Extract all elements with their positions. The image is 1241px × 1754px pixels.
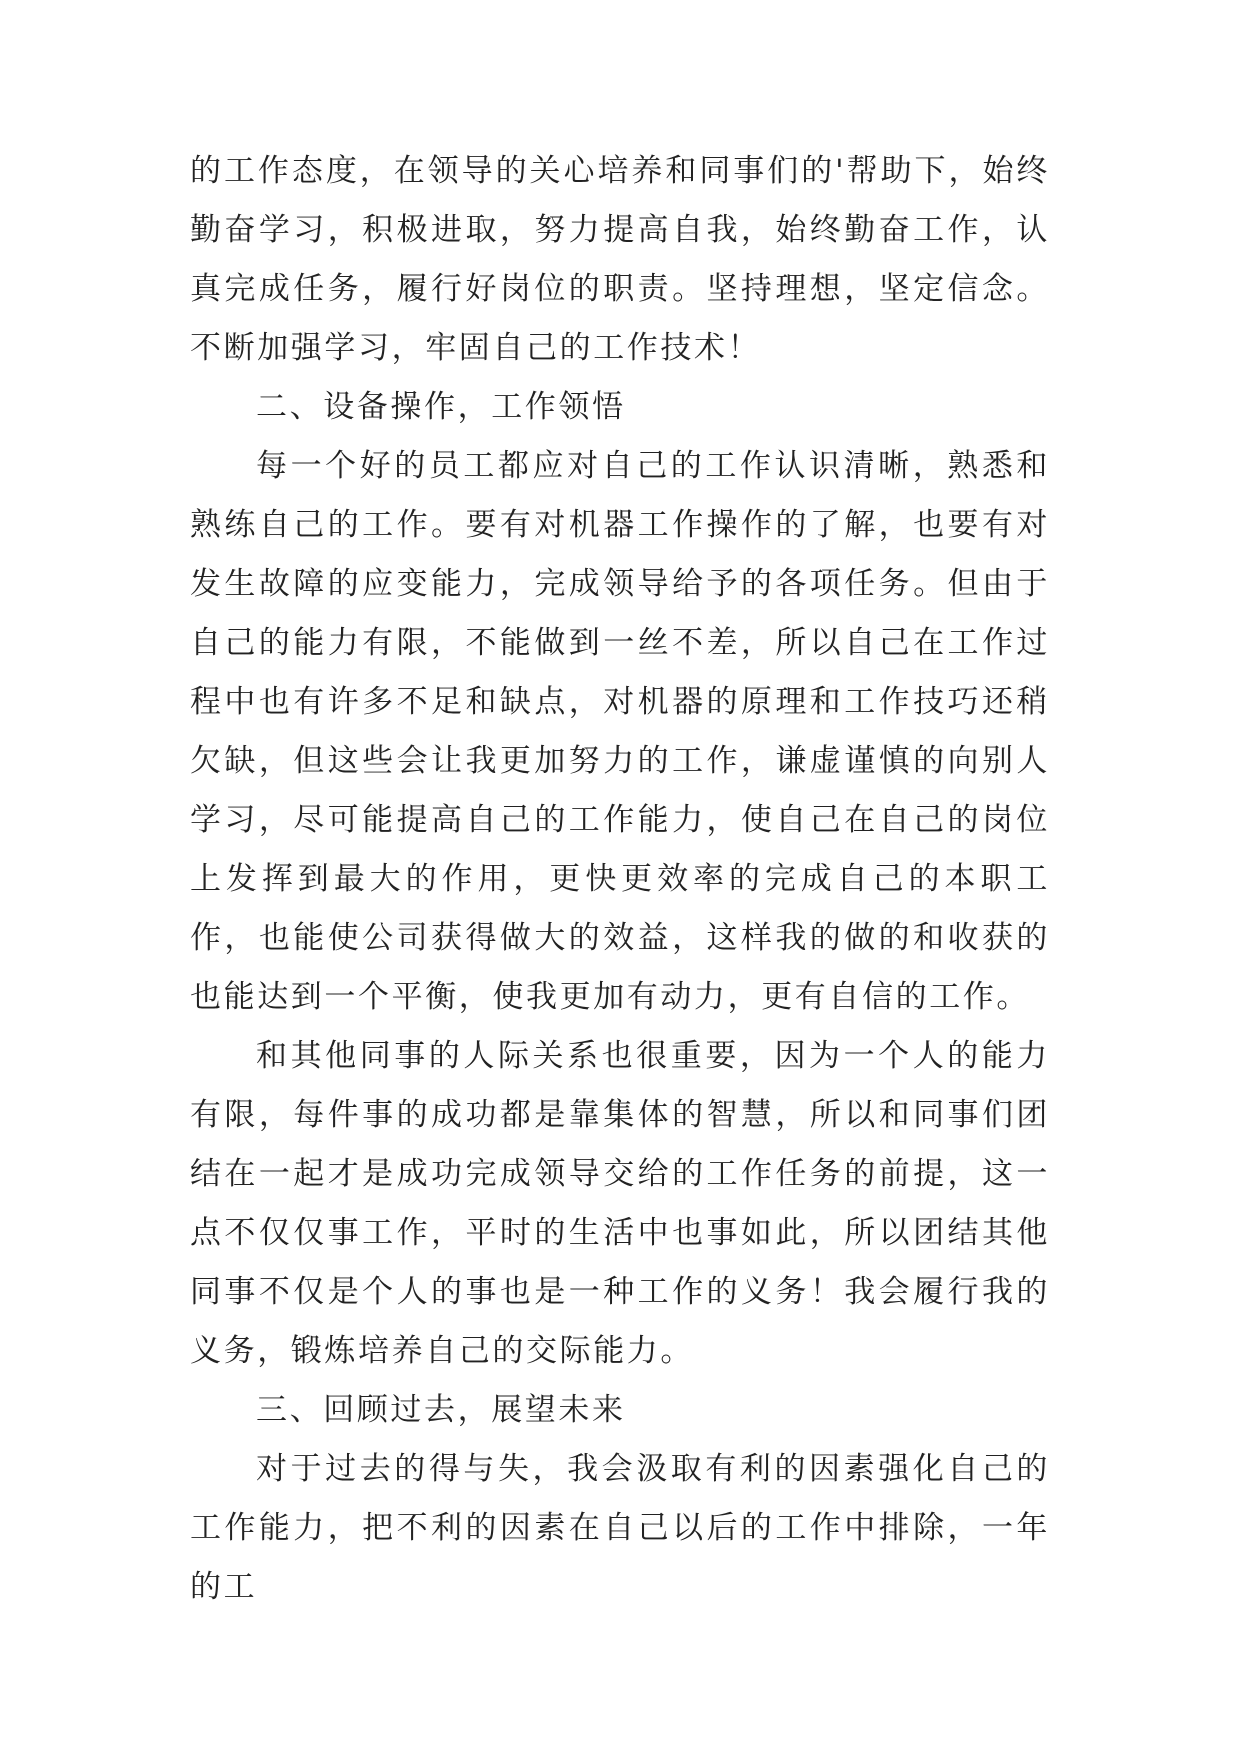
section-heading-3: 三、回顾过去，展望未来 [256, 1392, 626, 1428]
paragraph-review: 对于过去的得与失，我会汲取有利的因素强化自己的工作能力，把不利的因素在自己以后的工作中排除，一年的工 [190, 1451, 1050, 1605]
paragraph-relationships: 和其他同事的人际关系也很重要，因为一个人的能力有限，每件事的成功都是靠集体的智慧，所以和同事们团结在一起才是成功完成领导交给的工作任务的前提，这一点不仅仅事工作，平时的生活中也事如此，所以团结其他同事不仅是个人的事也是一种工作的义务！我会履行我的义务，锻炼培养自己的交际能力。 [190, 1038, 1050, 1369]
section-heading-2: 二、设备操作，工作领悟 [256, 389, 626, 425]
paragraph-continuation: 的工作态度，在领导的关心培养和同事们的'帮助下，始终勤奋学习，积极进取，努力提高自我，始终勤奋工作，认真完成任务，履行好岗位的职责。坚持理想，坚定信念。不断加强学习，牢固自己的工作技术！ [190, 153, 1050, 366]
document-page [190, 142, 1050, 1617]
paragraph-equipment-operation: 每一个好的员工都应对自己的工作认识清晰，熟悉和熟练自己的工作。要有对机器工作操作的了解，也要有对发生故障的应变能力，完成领导给予的各项任务。但由于自己的能力有限，不能做到一丝不差，所以自己在工作过程中也有许多不足和缺点，对机器的原理和工作技巧还稍欠缺，但这些会让我更加努力的工作，谦虚谨慎的向别人学习，尽可能提高自己的工作能力，使自己在自己的岗位上发挥到最大的作用，更快更效率的完成自己的本职工作，也能使公司获得做大的效益，这样我的做的和收获的也能达到一个平衡，使我更加有动力，更有自信的工作。 [190, 448, 1050, 1015]
